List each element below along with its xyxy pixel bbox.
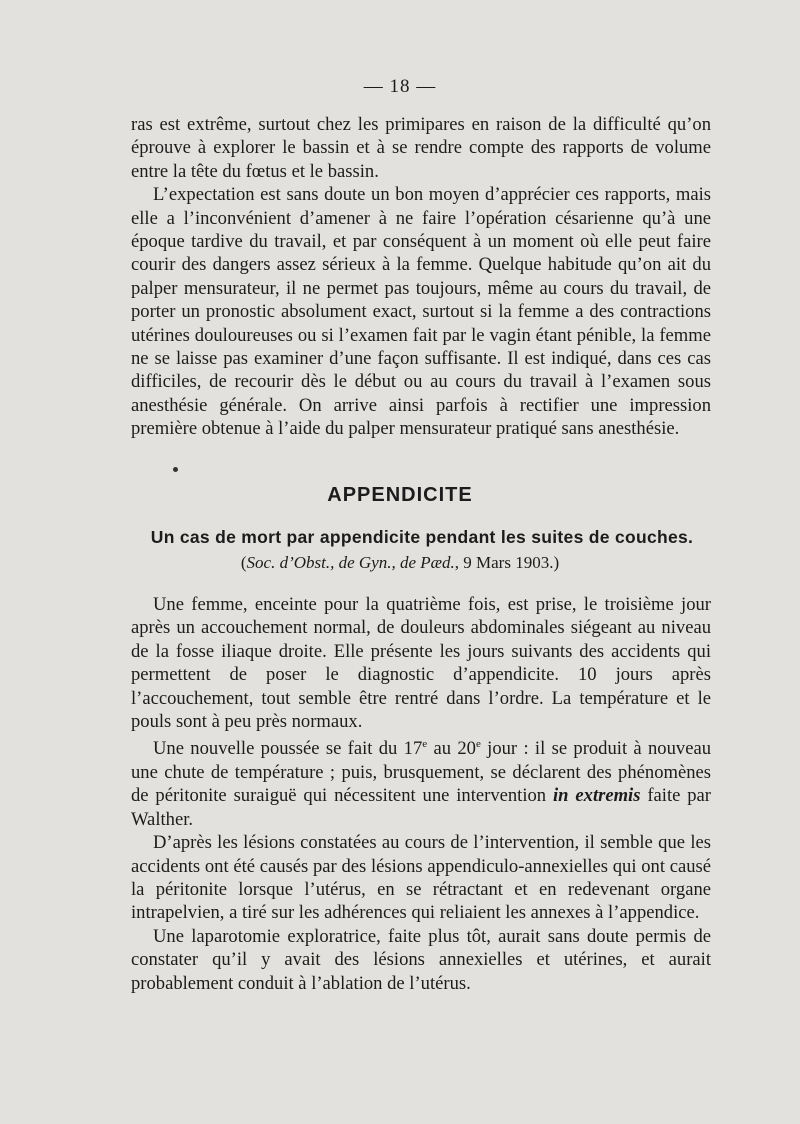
intro-paragraph-1: ras est extrême, surtout chez les primipares en raison de la difficulté qu’on éprouve à explorer le bassin et à se rendre compte des rapports de volume entre la tête du fœtus et le bassin. (131, 114, 711, 182)
body-paragraph-2 (131, 733, 711, 831)
citation (0, 553, 800, 573)
p2-part-c: jour : il se produit à nouveau une chute de température ; puis, brusquement, se déclarent des phénomènes de péritonite suraiguë qui nécessitent une intervention (131, 738, 711, 807)
body-paragraph-3: D’après les lésions constatées au cours de l’intervention, il semble que les accidents ont été causés par des lésions appendiculo-annexielles qui ont causé la péritonite lorsque l’utérus, en se rétractant et en redevenant organe intrapelvien, a tiré sur les adhérences qui reliaient les annexes à l’appendice. (131, 832, 711, 924)
citation-date: , 9 Mars 1903.) (454, 553, 560, 572)
intro-paragraph-2: L’expectation est sans doute un bon moyen d’apprécier ces rapports, mais elle a l’inconvénient d’amener à ne faire l’opération césarienne qu’à une époque tardive du travail, et par conséquent à un moment où elle peut faire courir des dangers assez sérieux à la femme. Quelque habitude qu’on ait du palper mensurateur, il ne permet pas toujours, même au cours du travail, de porter un pronostic absolument exact, surtout si la femme a des contractions utérines douloureuses ou si l’examen fait par le vagin étant pénible, la femme ne se laisse pas examiner d’une façon suffisante. Il est indiqué, dans ces cas difficiles, de recourir dès le début ou au cours du travail à l’examen sous anesthésie générale. On arrive ainsi parfois à rectifier une impression première obtenue à l’aide du palper mensurateur pratiqué sans anesthésie. (131, 184, 711, 440)
p2-part-a: Une nouvelle poussée se fait du 17 (153, 738, 423, 760)
body-paragraph-1: Une femme, enceinte pour la quatrième fois, est prise, le troisième jour après un accouchement normal, de douleurs abdominales siégeant au niveau de la fosse iliaque droite. Elle présente les jours suivants des accidents qui permettent de poser le diagnostic d’appendicite. 10 jours après l’accouchement, tout semble être rentré dans l’ordre. La température et le pouls sont à peu près normaux. (131, 594, 711, 733)
section-heading: APPENDICITE (327, 484, 473, 506)
intro-text (131, 113, 711, 441)
p2-superscript-1: e (422, 738, 428, 751)
article-body (131, 593, 711, 995)
page-number: — 18 — (363, 76, 437, 97)
p2-superscript-2: e (475, 738, 481, 751)
p2-part-d: faite par Walther. (131, 785, 712, 830)
citation-source: Soc. d’Obst., de Gyn., de Pæd. (246, 553, 455, 572)
article-title: Un cas de mort par appendicite pendant les suites de couches. (150, 527, 694, 547)
p2-part-b: au 20 (427, 738, 476, 760)
p2-italic: in extremis (553, 785, 641, 807)
body-paragraph-4: Une laparotomie exploratrice, faite plus tôt, aurait sans doute permis de constater qu’il y avait des lésions annexielles et utérines, et aurait probablement conduit à l’ablation de l’utérus. (131, 925, 711, 994)
ink-speck (173, 467, 178, 472)
citation-open-paren: ( (240, 553, 247, 572)
